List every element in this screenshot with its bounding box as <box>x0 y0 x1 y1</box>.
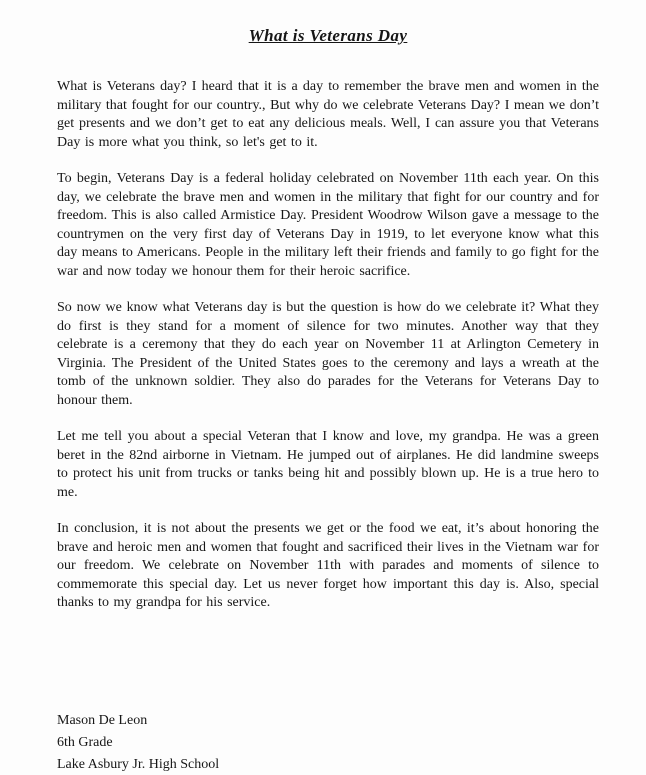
paragraph-celebration: So now we know what Veterans day is but the question is how do we celebrate it? What they do first is they stand for a moment of silence for two minutes. Another way that they celebrate is a ceremony that they do each year on November 11 at Arlington Cemetery in Virginia. The President of the United States goes to the ceremony and lays a wreath at the tomb of the unknown soldier. They also do parades for the Veterans for Veterans Day to honour them. <box>57 300 599 408</box>
signature-block <box>57 710 219 775</box>
paragraph-conclusion: In conclusion, it is not about the presents we get or the food we eat, it’s about honoring the brave and heroic men and women that fought and sacrificed their lives in the Vietnam war for our freedom. We celebrate on November 11th with parades and moments of silence to commemorate this special day. Let us never forget how important this day is. Also, special thanks to my grandpa for his service. <box>57 521 599 610</box>
paragraph-history: To begin, Veterans Day is a federal holiday celebrated on November 11th each year. On this day, we celebrate the brave men and women in the military that fight for our country and for freedom. This is also called Armistice Day. President Woodrow Wilson gave a message to the countrymen on the very first day of Veterans Day in 1919, to let everyone know what this day means to Americans. People in the military left their friends and family to go fight for the war and now today we honour them for their heroic sacrifice. <box>57 171 599 279</box>
document-title: What is Veterans Day <box>248 26 408 45</box>
author-name: Mason De Leon <box>57 713 148 728</box>
essay-body <box>57 78 599 613</box>
paragraph-grandpa: Let me tell you about a special Veteran that I know and love, my grandpa. He was a green beret in the 82nd airborne in Vietnam. He jumped out of airplanes. He did landmine sweeps to protect his unit from trucks or tanks being hit and possibly blown up. He is a true hero to me. <box>57 429 599 500</box>
paragraph-intro: What is Veterans day? I heard that it is a day to remember the brave men and women in the military that fought for our country., But why do we celebrate Veterans Day? I mean we don’t get presents and we don’t get to eat any delicious meals. Well, I can assure you that Veterans Day is more what you think, so let's get to it. <box>57 79 599 150</box>
author-grade: 6th Grade <box>57 735 113 750</box>
author-school: Lake Asbury Jr. High School <box>57 757 220 772</box>
